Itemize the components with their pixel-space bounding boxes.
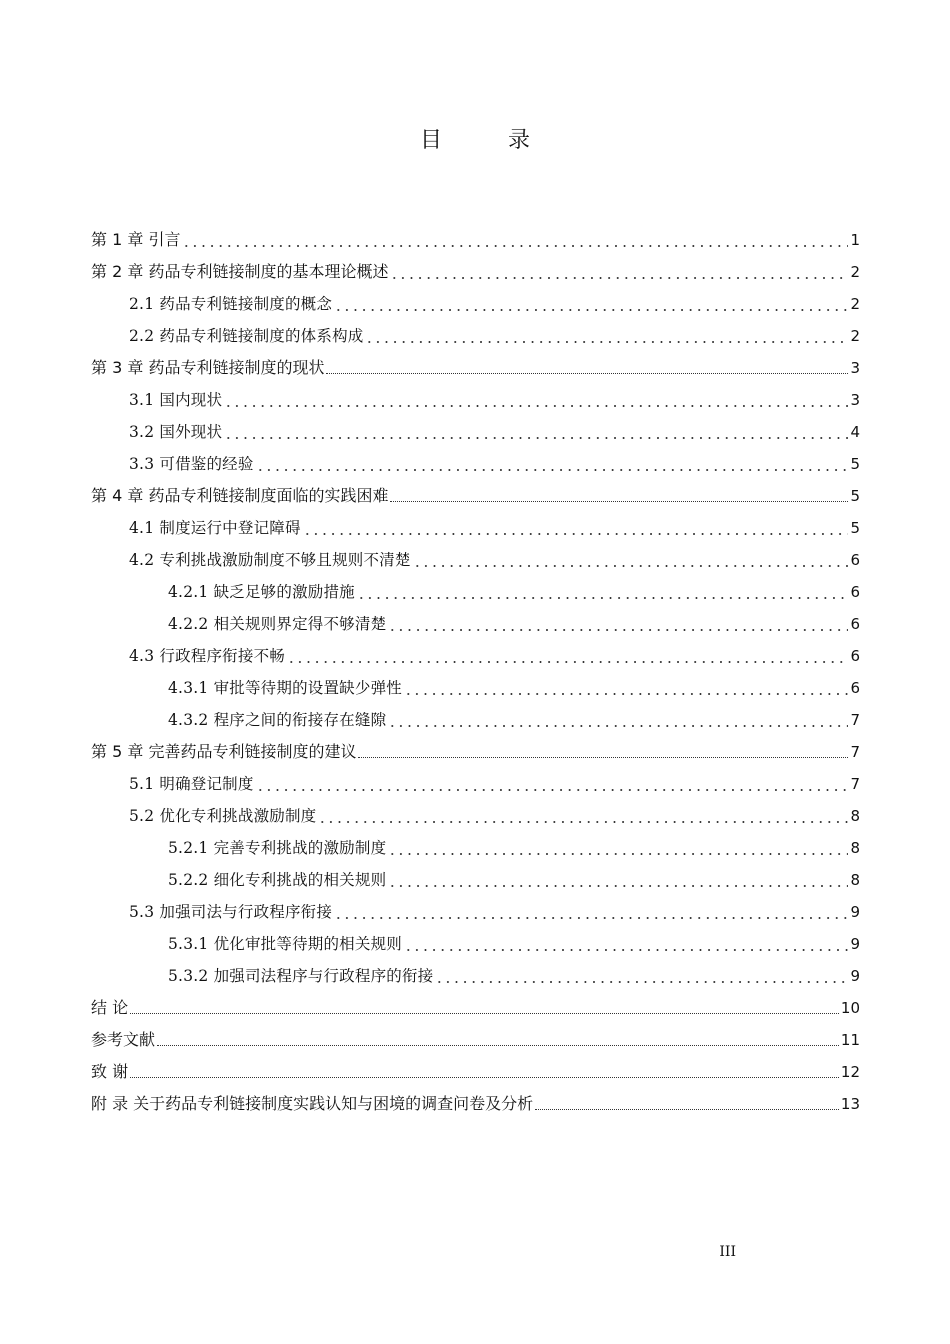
dot-leader — [365, 320, 848, 352]
toc-page-number: 7 — [850, 711, 860, 729]
dot-leader — [390, 480, 848, 512]
toc-entry-text: 4.1 制度运行中登记障碍 — [129, 519, 301, 537]
toc-entry[interactable] — [91, 480, 860, 512]
toc-entry[interactable] — [91, 864, 860, 896]
toc-entry[interactable] — [91, 928, 860, 960]
toc-page-number: 6 — [850, 583, 860, 601]
toc-page-number: 5 — [850, 519, 860, 537]
dot-leader — [157, 1024, 839, 1056]
toc-entry-text: 参考文献 — [91, 1030, 156, 1049]
toc-page-number: 13 — [840, 1095, 860, 1113]
toc-entry[interactable] — [91, 576, 860, 608]
dot-leader — [404, 672, 848, 704]
dot-leader — [182, 224, 848, 256]
dot-leader — [130, 1056, 839, 1088]
toc-entry[interactable] — [91, 736, 860, 768]
toc-entry-text: 第 5 章 完善药品专利链接制度的建议 — [91, 742, 357, 761]
dot-leader — [435, 960, 848, 992]
toc-entry-text: 4.2.1 缺乏足够的激励措施 — [168, 583, 355, 601]
toc-page-number: 5 — [850, 455, 860, 473]
toc-entry[interactable] — [91, 512, 860, 544]
toc-entry-text: 5.1 明确登记制度 — [129, 775, 254, 793]
dot-leader — [256, 768, 849, 800]
toc-entry-text: 2.1 药品专利链接制度的概念 — [129, 295, 333, 313]
toc-entry-text: 致 谢 — [91, 1062, 129, 1081]
toc-page-number: 6 — [850, 615, 860, 633]
toc-entry[interactable] — [91, 256, 860, 288]
toc-entry-text: 3.3 可借鉴的经验 — [129, 455, 254, 473]
dot-leader — [358, 736, 848, 768]
toc-page-number: 8 — [850, 839, 860, 857]
toc-entry-text: 5.2 优化专利挑战激励制度 — [129, 807, 317, 825]
toc-page-number: 9 — [850, 935, 860, 953]
toc-entry[interactable] — [91, 800, 860, 832]
toc-entry-text: 5.3.2 加强司法程序与行政程序的衔接 — [168, 967, 434, 985]
toc-page-number: 7 — [850, 743, 860, 761]
dot-leader — [388, 832, 848, 864]
toc-entry-text: 5.3.1 优化审批等待期的相关规则 — [168, 935, 402, 953]
toc-entry[interactable] — [91, 352, 860, 384]
toc-entry[interactable] — [91, 768, 860, 800]
toc-entry-text: 第 3 章 药品专利链接制度的现状 — [91, 358, 325, 377]
toc-title: 目 录 — [419, 128, 552, 153]
toc-page-number: 11 — [840, 1031, 860, 1049]
toc-entry-text: 5.2.1 完善专利挑战的激励制度 — [168, 839, 387, 857]
dot-leader — [388, 608, 848, 640]
toc-page-number: 9 — [850, 903, 860, 921]
toc-page-number: 7 — [850, 775, 860, 793]
dot-leader — [303, 512, 849, 544]
toc-page-number: 9 — [850, 967, 860, 985]
dot-leader — [334, 896, 848, 928]
dot-leader — [256, 448, 849, 480]
dot-leader — [224, 384, 848, 416]
toc-entry[interactable] — [91, 224, 860, 256]
toc-entry-text: 第 2 章 药品专利链接制度的基本理论概述 — [91, 262, 389, 281]
toc-page-number: 2 — [850, 327, 860, 345]
toc-entry-text: 结 论 — [91, 998, 129, 1017]
toc-entry-text: 4.3.2 程序之间的衔接存在缝隙 — [168, 711, 387, 729]
dot-leader — [357, 576, 849, 608]
toc-entry[interactable] — [91, 1024, 860, 1056]
toc-page-number: 1 — [850, 231, 860, 249]
dot-leader — [413, 544, 849, 576]
toc-page-number: 6 — [850, 551, 860, 569]
toc-entry-text: 3.2 国外现状 — [129, 423, 223, 441]
toc-entry[interactable] — [91, 320, 860, 352]
toc-page-number: 3 — [850, 391, 860, 409]
toc-entry[interactable] — [91, 448, 860, 480]
dot-leader — [404, 928, 848, 960]
dot-leader — [388, 704, 848, 736]
toc-page-number: 8 — [850, 871, 860, 889]
toc-entry[interactable] — [91, 1088, 860, 1120]
toc-entry-text: 4.2.2 相关规则界定得不够清楚 — [168, 615, 387, 633]
toc-entry[interactable] — [91, 832, 860, 864]
toc-page-number: 6 — [850, 647, 860, 665]
dot-leader — [326, 352, 848, 384]
toc-page-number: 2 — [850, 295, 860, 313]
toc-page-number: 10 — [840, 999, 860, 1017]
dot-leader — [224, 416, 848, 448]
toc-entry[interactable] — [91, 640, 860, 672]
toc-entry-text: 5.2.2 细化专利挑战的相关规则 — [168, 871, 387, 889]
toc-entry[interactable] — [91, 384, 860, 416]
toc-entry[interactable] — [91, 608, 860, 640]
toc-entry[interactable] — [91, 1056, 860, 1088]
table-of-contents — [91, 224, 860, 1120]
toc-entry-text: 4.2 专利挑战激励制度不够且规则不清楚 — [129, 551, 411, 569]
toc-entry[interactable] — [91, 416, 860, 448]
dot-leader — [388, 864, 848, 896]
toc-entry[interactable] — [91, 672, 860, 704]
toc-page-number: 6 — [850, 679, 860, 697]
toc-entry[interactable] — [91, 896, 860, 928]
toc-entry-text: 3.1 国内现状 — [129, 391, 223, 409]
toc-entry[interactable] — [91, 704, 860, 736]
toc-entry-text: 第 4 章 药品专利链接制度面临的实践困难 — [91, 486, 389, 505]
dot-leader — [287, 640, 848, 672]
toc-page-number: 4 — [850, 423, 860, 441]
toc-entry-text: 4.3.1 审批等待期的设置缺少弹性 — [168, 679, 402, 697]
toc-page-number: 3 — [850, 359, 860, 377]
toc-entry[interactable] — [91, 992, 860, 1024]
toc-page-number: 2 — [850, 263, 860, 281]
footer-page-number: III — [719, 1244, 736, 1260]
toc-entry-text: 5.3 加强司法与行政程序衔接 — [129, 903, 333, 921]
toc-page-number: 12 — [840, 1063, 860, 1081]
toc-page-number: 8 — [850, 807, 860, 825]
toc-entry-text: 2.2 药品专利链接制度的体系构成 — [129, 327, 364, 345]
toc-entry[interactable] — [91, 288, 860, 320]
dot-leader — [535, 1088, 839, 1120]
dot-leader — [318, 800, 848, 832]
toc-entry[interactable] — [91, 544, 860, 576]
dot-leader — [390, 256, 848, 288]
toc-page-number: 5 — [850, 487, 860, 505]
toc-entry[interactable] — [91, 960, 860, 992]
toc-entry-text: 第 1 章 引言 — [91, 230, 181, 249]
dot-leader — [130, 992, 839, 1024]
toc-entry-text: 4.3 行政程序衔接不畅 — [129, 647, 285, 665]
dot-leader — [334, 288, 848, 320]
toc-entry-text: 附 录 关于药品专利链接制度实践认知与困境的调查问卷及分析 — [91, 1094, 534, 1113]
